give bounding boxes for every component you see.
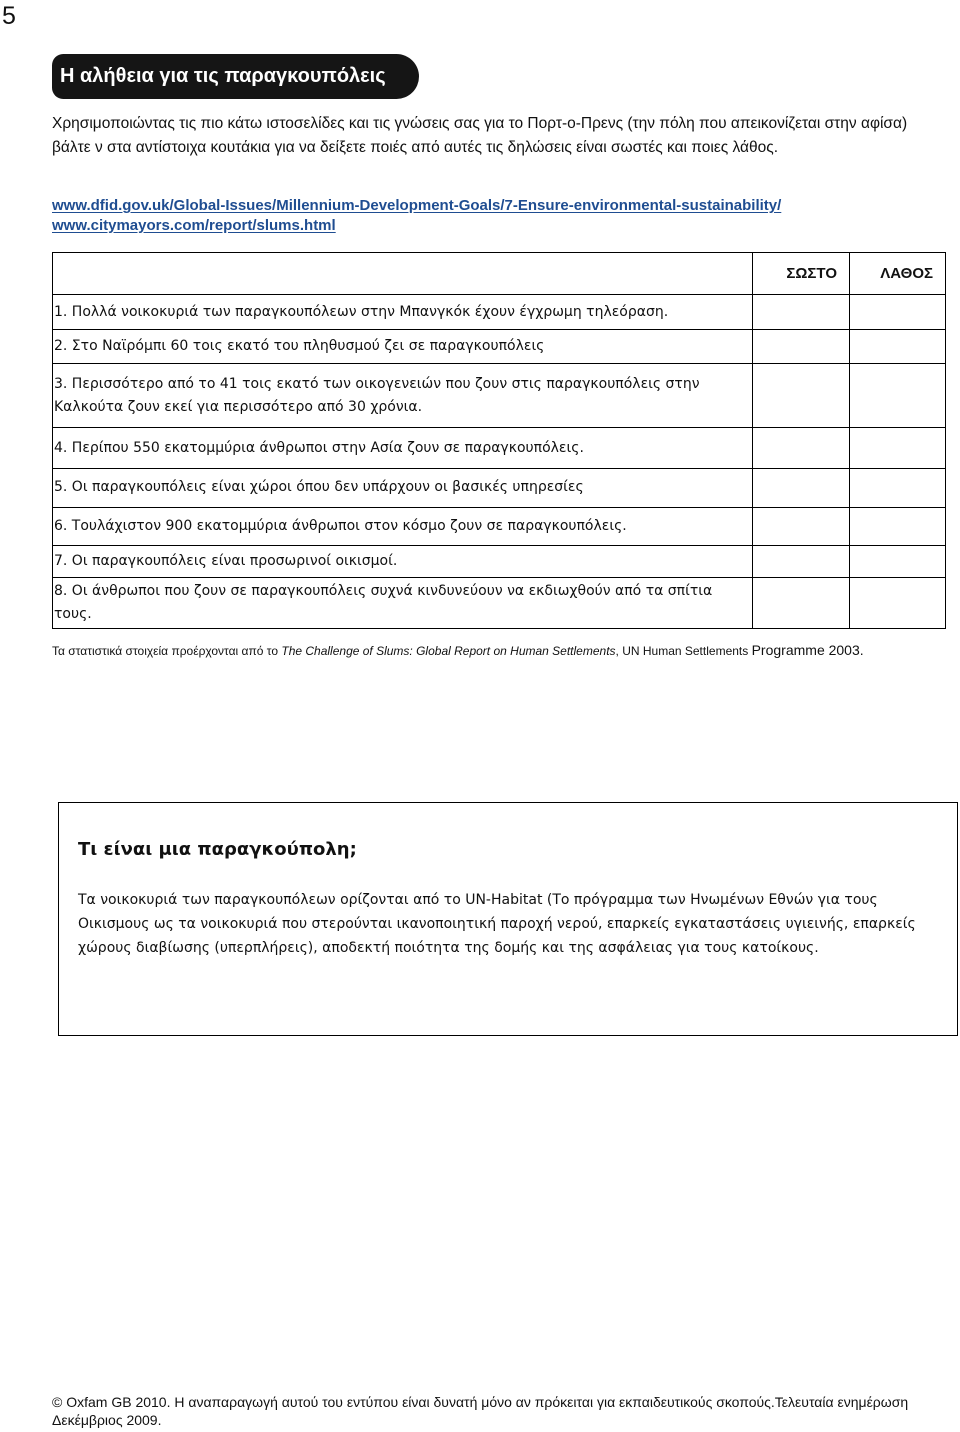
header-empty-cell xyxy=(53,253,753,295)
checkbox-wrong-4[interactable] xyxy=(850,428,946,469)
page-title: Η αλήθεια για τις παραγκουπόλεις xyxy=(52,54,419,99)
statement-6: 6. Τουλάχιστον 900 εκατομμύρια άνθρωποι στον κόσμο ζουν σε παραγκουπόλεις. xyxy=(53,507,753,546)
true-false-table xyxy=(52,252,946,629)
statement-5: 5. Οι παραγκουπόλεις είναι χώροι όπου δεν υπάρχουν οι βασικές υπηρεσίες xyxy=(53,469,753,508)
statement-3: 3. Περισσότερο από το 41 τοις εκατό των οικογενειών που ζουν στις παραγκουπόλεις στην Καλκούτα ζουν εκεί για περισσότερο από 30 χρόνια. xyxy=(53,363,753,428)
page-number: 5 xyxy=(2,2,16,30)
statement-7: 7. Οι παραγκουπόλεις είναι προσωρινοί οικισμοί. xyxy=(53,546,753,577)
checkbox-correct-7[interactable] xyxy=(753,546,850,577)
table-row xyxy=(53,294,946,330)
checkbox-correct-5[interactable] xyxy=(753,469,850,508)
checkbox-correct-6[interactable] xyxy=(753,507,850,546)
checkbox-correct-8[interactable] xyxy=(753,577,850,628)
table-row xyxy=(53,363,946,428)
instructions-text: Χρησιμοποιώντας τις πιο κάτω ιστοσελίδες και τις γνώσεις σας για το Πορτ-ο-Πρενς (την πόλη που απεικονίζεται στην αφίσα) βάλτε ν στα αντίστοιχα κουτάκια για να δείξετε ποιές από αυτές τις δηλώσεις είναι σωστές και ποιες λάθος. xyxy=(52,115,908,156)
checkbox-wrong-7[interactable] xyxy=(850,546,946,577)
statement-8: 8. Οι άνθρωποι που ζουν σε παραγκουπόλεις συχνά κινδυνεύουν να εκδιωχθούν από τα σπίτια τους. xyxy=(53,577,753,628)
checkbox-wrong-5[interactable] xyxy=(850,469,946,508)
checkbox-wrong-3[interactable] xyxy=(850,363,946,428)
checkbox-correct-2[interactable] xyxy=(753,330,850,363)
source-note xyxy=(52,641,932,660)
checkbox-correct-1[interactable] xyxy=(753,294,850,330)
column-header-wrong: ΛΑΘΟΣ xyxy=(850,253,946,295)
statement-1: 1. Πολλά νοικοκυριά των παραγκουπόλεων στην Μπανγκόκ έχουν έγχρωμη τηλεόραση. xyxy=(53,294,753,330)
table-row xyxy=(53,546,946,577)
statement-4: 4. Περίπου 550 εκατομμύρια άνθρωποι στην Ασία ζουν σε παραγκουπόλεις. xyxy=(53,428,753,469)
table-row xyxy=(53,577,946,628)
checkbox-wrong-1[interactable] xyxy=(850,294,946,330)
definition-heading: Τι είναι μια παραγκούπολη; xyxy=(78,839,357,860)
link-citymayors[interactable]: www.citymayors.com/report/slums.html xyxy=(52,217,336,234)
copyright-footer: © Oxfam GB 2010. Η αναπαραγωγή αυτού του εντύπου είναι δυνατή μόνο αν πρόκειται για εκπαιδευτικούς σκοπούς.Τελευταία ενημέρωση Δεκέμβριος 2009. xyxy=(52,1394,909,1428)
checkbox-wrong-6[interactable] xyxy=(850,507,946,546)
link-dfid[interactable]: www.dfid.gov.uk/Global-Issues/Millennium-Development-Goals/7-Ensure-environmental-sustainability/ xyxy=(52,197,782,214)
checkbox-correct-4[interactable] xyxy=(753,428,850,469)
table-row xyxy=(53,428,946,469)
table-row xyxy=(53,330,946,363)
source-suffix: Programme 2003. xyxy=(751,642,864,658)
source-report-title: The Challenge of Slums: Global Report on Human Settlements xyxy=(281,644,616,658)
definition-body: Τα νοικοκυριά των παραγκουπόλεων ορίζονται από το UN-Habitat (Το πρόγραμμα των Ηνωμένων Εθνών για τους Οικισμους ως τα νοικοκυριά που στερούνται ικανοποιητική παροχή νερού, επαρκείς εγκαταστάσεις υγιεινής, επαρκείς χώρους διαβίωσης (υπερπλήρεις), αποδεκτή ποιότητα της δομής και της ασφάλειας για τους κατοίκους. xyxy=(78,892,916,956)
table-row xyxy=(53,507,946,546)
checkbox-wrong-2[interactable] xyxy=(850,330,946,363)
reference-links xyxy=(52,196,942,236)
table-row xyxy=(53,469,946,508)
source-prefix: Τα στατιστικά στοιχεία προέρχονται από το xyxy=(52,644,282,658)
table-header-row xyxy=(53,253,946,295)
statement-2: 2. Στο Ναϊρόμπι 60 τοις εκατό του πληθυσμού ζει σε παραγκουπόλεις xyxy=(53,330,753,363)
column-header-correct: ΣΩΣΤΟ xyxy=(753,253,850,295)
checkbox-wrong-8[interactable] xyxy=(850,577,946,628)
checkbox-correct-3[interactable] xyxy=(753,363,850,428)
source-middle: , UN Human Settlements xyxy=(615,644,752,658)
